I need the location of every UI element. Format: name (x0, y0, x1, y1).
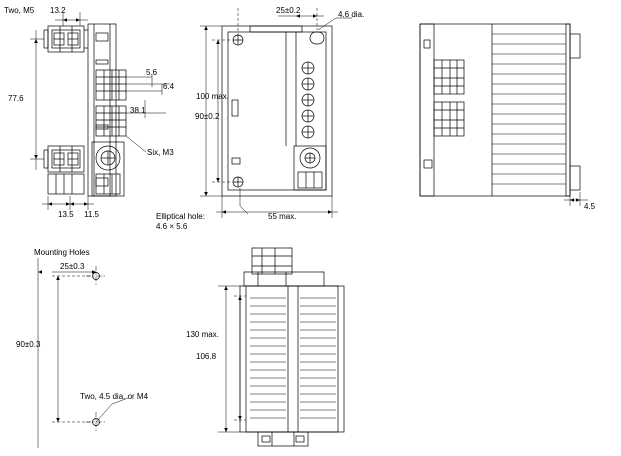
label-dim-90-mount: 90±0.3 (16, 340, 41, 349)
label-mounting-holes: Mounting Holes (34, 248, 90, 257)
label-elliptical-hole: Elliptical hole: (156, 212, 205, 221)
label-dim-130-max: 130 max. (186, 330, 219, 339)
label-dim-25-tol: 25±0.2 (276, 6, 301, 15)
label-six-m3: Six, M3 (147, 148, 174, 157)
label-dia-4-6: 4.6 dia. (338, 10, 365, 19)
label-dim-38-1: 38.1 (130, 106, 146, 115)
label-dim-13-5: 13.5 (58, 210, 74, 219)
label-dim-90-tol: 90±0.2 (195, 112, 220, 121)
label-dim-13-2: 13.2 (50, 6, 66, 15)
label-dim-100-max: 100 max. (196, 92, 229, 101)
label-two-45-dia-m4: Two, 4.5 dia. or M4 (80, 392, 149, 401)
label-dim-5-6: 5.6 (146, 68, 158, 77)
label-dim-55-max: 55 max. (268, 212, 297, 221)
label-dim-106-8: 106.8 (196, 352, 217, 361)
label-dim-6-4: 6.4 (163, 82, 175, 91)
label-elliptical-hole-size: 4.6 × 5.6 (156, 222, 188, 231)
label-dim-25-mount: 25±0.3 (60, 262, 85, 271)
label-dim-11-5: 11.5 (84, 210, 99, 219)
label-dim-4-5: 4.5 (584, 202, 596, 211)
label-dim-77-6: 77.6 (8, 94, 24, 103)
label-two-m5: Two, M5 (4, 6, 35, 15)
